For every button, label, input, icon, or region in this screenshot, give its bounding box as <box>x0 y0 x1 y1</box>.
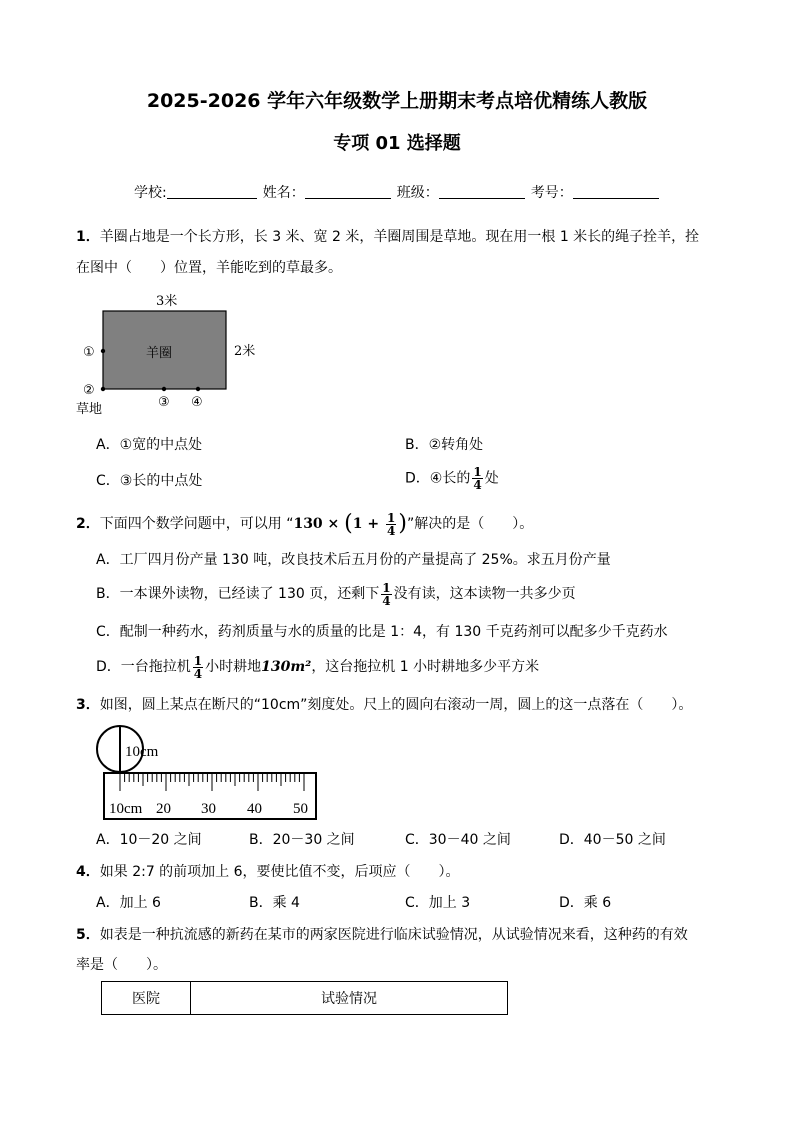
pen-label: 羊圈 <box>146 346 173 361</box>
name-label: 姓名： <box>262 185 305 201</box>
fraction-one-quarter: $\frac{1}{4}$ <box>473 465 482 492</box>
q4-option-a[interactable]: A．加上 6 <box>96 895 161 911</box>
sheep-pen-figure <box>70 285 270 420</box>
point-4-label: ④ <box>191 395 203 410</box>
tick-label-50: 50 <box>293 801 308 817</box>
circled-2: ② <box>428 437 442 453</box>
school-label: 学校: <box>134 185 167 201</box>
q1-option-a[interactable]: A．①宽的中点处 <box>96 437 203 453</box>
class-blank[interactable] <box>439 184 525 199</box>
point-3-dot <box>162 387 166 391</box>
tick-label-20: 20 <box>156 801 171 817</box>
q3-option-c[interactable]: C．30－40 之间 <box>405 832 511 848</box>
tick-label-10cm: 10cm <box>109 801 143 817</box>
school-blank[interactable] <box>167 184 257 199</box>
exam-no-blank[interactable] <box>573 184 659 199</box>
page-title: 2025-2026 学年六年级数学上册期末考点培优精练人教版 <box>146 90 648 112</box>
q2-expression: 130 × (1 + $\frac{1}{4}$ ) <box>293 510 407 538</box>
header-hospital: 医院 <box>102 982 191 1015</box>
student-info-row <box>134 182 665 202</box>
q1-stem-line1 <box>76 227 699 247</box>
header-trial: 试验情况 <box>191 982 508 1015</box>
width-label: 2米 <box>234 344 256 359</box>
tick-label-40: 40 <box>247 801 262 817</box>
ruler-ticks <box>120 773 304 791</box>
point-1-label: ① <box>83 345 95 360</box>
grass-label: 草地 <box>76 402 103 417</box>
page-subtitle: 专项 01 选择题 <box>333 133 461 154</box>
name-blank[interactable] <box>305 184 391 199</box>
point-1-dot <box>101 349 105 353</box>
q3-stem: 3．如图，圆上某点在断尺的“10cm”刻度处。尺上的圆向右滚动一周，圆上的这一点落在（ ）。 <box>76 697 693 713</box>
circled-3: ③ <box>119 473 133 489</box>
point-3-label: ③ <box>158 395 170 410</box>
point-2-label: ② <box>83 383 95 398</box>
q1-stem-text1: 羊圈占地是一个长方形，长 3 米、宽 2 米，羊圈周围是草地。现在用一根 1 米长的绳子拴羊，拴 <box>99 229 700 245</box>
q3-option-d[interactable]: D．40－50 之间 <box>559 832 666 848</box>
length-label: 3米 <box>156 294 178 309</box>
q2-option-d[interactable]: D．一台拖拉机 $\frac{1}{4}$ 小时耕地130m²，这台拖拉机 1 小时耕地多少平方米 <box>96 653 540 681</box>
tick-label-30: 30 <box>201 801 216 817</box>
q1-option-c[interactable]: C．③长的中点处 <box>96 473 203 489</box>
q1-stem-line2: 在图中（ ）位置，羊能吃到的草最多。 <box>76 260 342 276</box>
q1-number: 1． <box>76 229 100 245</box>
q5-stem-line1: 5．如表是一种抗流感的新药在某市的两家医院进行临床试验情况，从试验情况来看，这种药的有效 <box>76 927 688 943</box>
q4-option-c[interactable]: C．加上 3 <box>405 895 471 911</box>
q1-option-b[interactable]: B．②转角处 <box>405 437 484 453</box>
exam-no-label: 考号： <box>530 185 573 201</box>
point-2-dot <box>101 387 105 391</box>
q4-option-b[interactable]: B．乘 4 <box>249 895 300 911</box>
circled-1: ① <box>119 437 133 453</box>
ruler-circle-figure <box>94 725 324 825</box>
table-header-row <box>102 982 508 1015</box>
circled-4: ④ <box>429 470 443 487</box>
point-4-dot <box>196 387 200 391</box>
q2-option-c[interactable]: C．配制一种药水，药剂质量与水的质量的比是 1：4，有 130 千克药剂可以配多少千克药水 <box>96 624 668 640</box>
q4-option-d[interactable]: D．乘 6 <box>559 895 612 911</box>
q5-stem-line2: 率是（ ）。 <box>76 957 167 973</box>
q3-option-a[interactable]: A．10－20 之间 <box>96 832 202 848</box>
circle-mark-label: 10cm <box>125 744 159 760</box>
q2-stem: 2．下面四个数学问题中，可以用 “130 × (1 + $\frac{1}{4}$ )”解决的是（ ）。 <box>76 510 534 538</box>
class-label: 班级： <box>396 185 439 201</box>
q1-option-d[interactable]: D．④长的 $\frac{1}{4}$ 处 <box>405 465 499 492</box>
q3-option-b[interactable]: B．20－30 之间 <box>249 832 355 848</box>
q2-option-b[interactable]: B．一本课外读物，已经读了 130 页，还剩下 $\frac{1}{4}$ 没有读，这本读物一共多少页 <box>96 580 576 608</box>
q4-stem: 4．如果 2:7 的前项加上 6，要使比值不变，后项应（ ）。 <box>76 864 460 880</box>
q2-option-a[interactable]: A．工厂四月份产量 130 吨，改良技术后五月份的产量提高了 25%。求五月份产量 <box>96 552 611 568</box>
trial-table <box>101 981 508 1015</box>
